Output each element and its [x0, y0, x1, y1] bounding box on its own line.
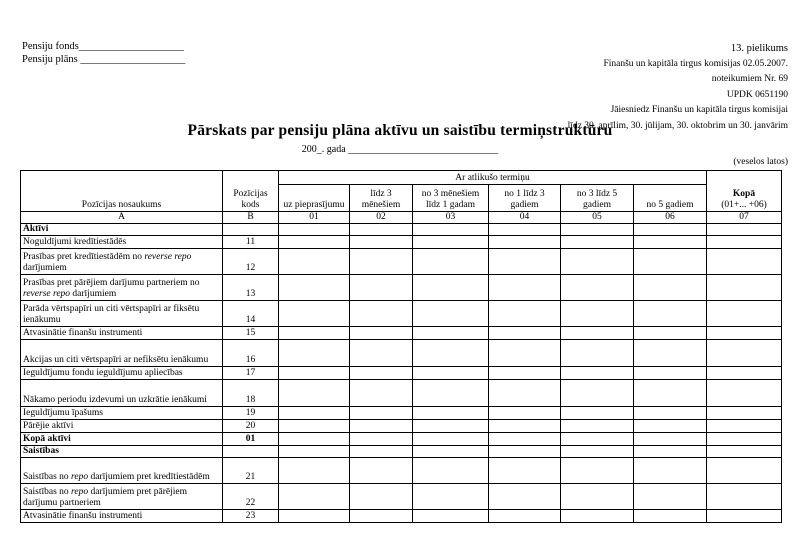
value-cell[interactable] [413, 484, 489, 510]
table-row [21, 301, 782, 327]
value-cell[interactable] [561, 327, 634, 340]
value-cell[interactable] [561, 301, 634, 327]
table-row [21, 367, 782, 380]
table-row [21, 510, 782, 523]
letter-b: B [223, 212, 279, 224]
term-up-to-3m: līdz 3 mēnešiem [350, 185, 413, 212]
col-number-02: 02 [350, 212, 413, 224]
section-assets [21, 224, 782, 236]
col-number-04: 04 [489, 212, 561, 224]
value-cell[interactable] [489, 340, 561, 367]
value-cell[interactable] [561, 458, 634, 484]
value-cell[interactable] [413, 301, 489, 327]
term-3m-1y: no 3 mēnešiem līdz 1 gadam [413, 185, 489, 212]
value-cell[interactable] [279, 275, 350, 301]
col-header-name: Pozīcijas nosaukums [21, 171, 223, 212]
col-number-06: 06 [634, 212, 707, 224]
col-header-code: Pozīcijas kods [223, 171, 279, 212]
row-name: Saistības no repo darījumiem pret pārējiem darījumu partneriem [21, 484, 223, 510]
term-on-demand: uz pieprasījumu [279, 185, 350, 212]
row-code: 23 [223, 510, 279, 523]
value-cell[interactable] [279, 236, 350, 249]
term-3-5y: no 3 līdz 5 gadiem [561, 185, 634, 212]
value-cell[interactable] [489, 420, 561, 433]
fund-info [22, 40, 185, 66]
table-row [21, 236, 782, 249]
value-cell[interactable] [707, 510, 782, 523]
row-name: Atvasinātie finanšu instrumenti [21, 327, 223, 340]
value-cell[interactable] [561, 420, 634, 433]
table-row [21, 249, 782, 275]
value-cell[interactable] [634, 249, 707, 275]
value-cell[interactable] [489, 510, 561, 523]
empty-cell [489, 224, 561, 236]
value-cell[interactable] [707, 340, 782, 367]
value-cell[interactable] [279, 367, 350, 380]
table-row [21, 340, 782, 367]
row-name: Parāda vērtspapīri un citi vērtspapīri ar fiksētu ienākumu [21, 301, 223, 327]
value-cell[interactable] [413, 367, 489, 380]
row-name: Kopā aktīvi [21, 433, 223, 446]
table-row [21, 275, 782, 301]
value-cell[interactable] [279, 484, 350, 510]
empty-cell [634, 446, 707, 458]
value-cell[interactable] [413, 407, 489, 420]
value-cell[interactable] [561, 510, 634, 523]
regulation-number: noteikumiem Nr. 69 [711, 74, 788, 85]
table-row [21, 433, 782, 446]
empty-cell [350, 446, 413, 458]
annex-info [568, 41, 788, 135]
row-name: Akcijas un citi vērtspapīri ar nefiksētu ienākumu [21, 340, 223, 367]
empty-cell [561, 446, 634, 458]
value-cell[interactable] [634, 380, 707, 407]
value-cell[interactable] [413, 458, 489, 484]
value-cell[interactable] [489, 301, 561, 327]
value-cell[interactable] [634, 301, 707, 327]
col-number-03: 03 [413, 212, 489, 224]
value-cell[interactable] [350, 236, 413, 249]
value-cell[interactable] [350, 340, 413, 367]
value-cell[interactable] [279, 327, 350, 340]
value-cell[interactable] [489, 327, 561, 340]
row-name: Saistības no repo darījumiem pret kredītiestādēm [21, 458, 223, 484]
section-liabilities-label: Saistības [21, 446, 223, 458]
empty-cell [350, 224, 413, 236]
value-cell[interactable] [707, 367, 782, 380]
value-cell[interactable] [350, 510, 413, 523]
empty-cell [707, 446, 782, 458]
value-cell[interactable] [350, 420, 413, 433]
empty-cell [561, 224, 634, 236]
row-code: 18 [223, 380, 279, 407]
value-cell[interactable] [279, 249, 350, 275]
row-code: 19 [223, 407, 279, 420]
value-cell[interactable] [413, 340, 489, 367]
value-cell[interactable] [707, 380, 782, 407]
value-cell[interactable] [350, 301, 413, 327]
pension-fund-line: Pensiju fonds____________________ [22, 41, 184, 52]
table-row [21, 420, 782, 433]
empty-cell [413, 224, 489, 236]
value-cell[interactable] [350, 407, 413, 420]
value-cell[interactable] [413, 433, 489, 446]
value-cell[interactable] [279, 510, 350, 523]
value-cell[interactable] [707, 275, 782, 301]
row-code: 17 [223, 367, 279, 380]
row-code: 14 [223, 301, 279, 327]
table-row [21, 484, 782, 510]
value-cell[interactable] [707, 420, 782, 433]
value-cell[interactable] [350, 380, 413, 407]
row-code: 01 [223, 433, 279, 446]
value-cell[interactable] [634, 484, 707, 510]
form-code: UPDK 0651190 [726, 89, 788, 100]
maturity-table [20, 170, 782, 523]
value-cell[interactable] [489, 458, 561, 484]
empty-cell [223, 446, 279, 458]
empty-cell [707, 224, 782, 236]
value-cell[interactable] [279, 433, 350, 446]
value-cell[interactable] [413, 275, 489, 301]
value-cell[interactable] [707, 301, 782, 327]
value-cell[interactable] [413, 327, 489, 340]
value-cell[interactable] [634, 420, 707, 433]
value-cell[interactable] [413, 236, 489, 249]
table-row [21, 407, 782, 420]
value-cell[interactable] [707, 236, 782, 249]
value-cell[interactable] [707, 327, 782, 340]
value-cell[interactable] [489, 407, 561, 420]
value-cell[interactable] [279, 458, 350, 484]
value-cell[interactable] [561, 236, 634, 249]
value-cell[interactable] [413, 510, 489, 523]
row-code: 21 [223, 458, 279, 484]
value-cell[interactable] [707, 433, 782, 446]
value-cell[interactable] [489, 380, 561, 407]
term-over-5y: no 5 gadiem [634, 185, 707, 212]
value-cell[interactable] [634, 510, 707, 523]
value-cell[interactable] [634, 407, 707, 420]
value-cell[interactable] [489, 367, 561, 380]
letter-a: A [21, 212, 223, 224]
value-cell[interactable] [350, 367, 413, 380]
value-cell[interactable] [413, 380, 489, 407]
row-code: 22 [223, 484, 279, 510]
value-cell[interactable] [279, 380, 350, 407]
total-label: Kopā [732, 189, 756, 199]
empty-cell [279, 224, 350, 236]
value-cell[interactable] [634, 458, 707, 484]
section-liabilities [21, 446, 782, 458]
row-name: Prasības pret kredītiestādēm no reverse repo darījumiem [21, 249, 223, 275]
term-1-3y: no 1 līdz 3 gadiem [489, 185, 561, 212]
annex-number: 13. pielikums [730, 43, 788, 54]
value-cell[interactable] [634, 275, 707, 301]
report-date-line: 200_. gada ______________________________ [301, 144, 499, 155]
value-cell[interactable] [413, 420, 489, 433]
value-cell[interactable] [707, 407, 782, 420]
value-cell[interactable] [634, 367, 707, 380]
submit-to: Jāiesniedz Finanšu un kapitāla tirgus komisijai [610, 105, 788, 116]
submit-deadlines: līdz 30. aprīlim, 30. jūlijam, 30. oktobrim un 30. janvārim [567, 120, 788, 131]
value-cell[interactable] [634, 327, 707, 340]
value-cell[interactable] [350, 327, 413, 340]
value-cell[interactable] [489, 484, 561, 510]
row-code: 11 [223, 236, 279, 249]
value-cell[interactable] [350, 249, 413, 275]
pension-plan-line: Pensiju plāns ____________________ [22, 54, 186, 65]
col-number-07: 07 [707, 212, 782, 224]
row-name: Nākamo periodu izdevumi un uzkrātie ienākumi [21, 380, 223, 407]
value-cell[interactable] [561, 407, 634, 420]
table-row [21, 327, 782, 340]
value-cell[interactable] [634, 236, 707, 249]
value-cell[interactable] [707, 484, 782, 510]
row-name: Atvasinātie finanšu instrumenti [21, 510, 223, 523]
value-cell[interactable] [634, 433, 707, 446]
value-cell[interactable] [413, 249, 489, 275]
value-cell[interactable] [489, 236, 561, 249]
row-code: 15 [223, 327, 279, 340]
value-cell[interactable] [350, 275, 413, 301]
value-cell[interactable] [350, 484, 413, 510]
value-cell[interactable] [561, 275, 634, 301]
empty-cell [489, 446, 561, 458]
value-cell[interactable] [561, 249, 634, 275]
value-cell[interactable] [561, 433, 634, 446]
value-cell[interactable] [279, 340, 350, 367]
col-number-05: 05 [561, 212, 634, 224]
table-body [21, 224, 782, 523]
row-code: 20 [223, 420, 279, 433]
currency-unit: (veselos latos) [733, 157, 788, 167]
value-cell[interactable] [489, 249, 561, 275]
value-cell[interactable] [350, 458, 413, 484]
row-name: Ieguldījumu fondu ieguldījumu apliecības [21, 367, 223, 380]
value-cell[interactable] [279, 301, 350, 327]
page-title: Pārskats par pensiju plāna aktīvu un saistību termiņstruktūru [187, 122, 613, 139]
row-code: 13 [223, 275, 279, 301]
table-row [21, 458, 782, 484]
value-cell[interactable] [279, 407, 350, 420]
value-cell[interactable] [279, 420, 350, 433]
empty-cell [413, 446, 489, 458]
value-cell[interactable] [561, 380, 634, 407]
value-cell[interactable] [489, 433, 561, 446]
empty-cell [634, 224, 707, 236]
value-cell[interactable] [561, 484, 634, 510]
value-cell[interactable] [489, 275, 561, 301]
row-name: Pārējie aktīvi [21, 420, 223, 433]
empty-cell [279, 446, 350, 458]
col-header-term-group: Ar atlikušo termiņu [279, 171, 707, 185]
col-header-total [707, 171, 782, 212]
total-formula: (01+... +06) [721, 200, 767, 210]
row-name: Prasības pret pārējiem darījumu partneriem no reverse repo darījumiem [21, 275, 223, 301]
row-name: Noguldījumi kredītiestādēs [21, 236, 223, 249]
row-name: Ieguldījumu īpašums [21, 407, 223, 420]
regulation-ref: Finanšu un kapitāla tirgus komisijas 02.05.2007. [603, 58, 788, 69]
value-cell[interactable] [707, 249, 782, 275]
value-cell[interactable] [561, 367, 634, 380]
col-number-01: 01 [279, 212, 350, 224]
value-cell[interactable] [561, 340, 634, 367]
value-cell[interactable] [350, 433, 413, 446]
empty-cell [223, 224, 279, 236]
value-cell[interactable] [707, 458, 782, 484]
section-assets-label: Aktīvi [21, 224, 223, 236]
row-code: 12 [223, 249, 279, 275]
row-code: 16 [223, 340, 279, 367]
value-cell[interactable] [634, 340, 707, 367]
table-row [21, 380, 782, 407]
